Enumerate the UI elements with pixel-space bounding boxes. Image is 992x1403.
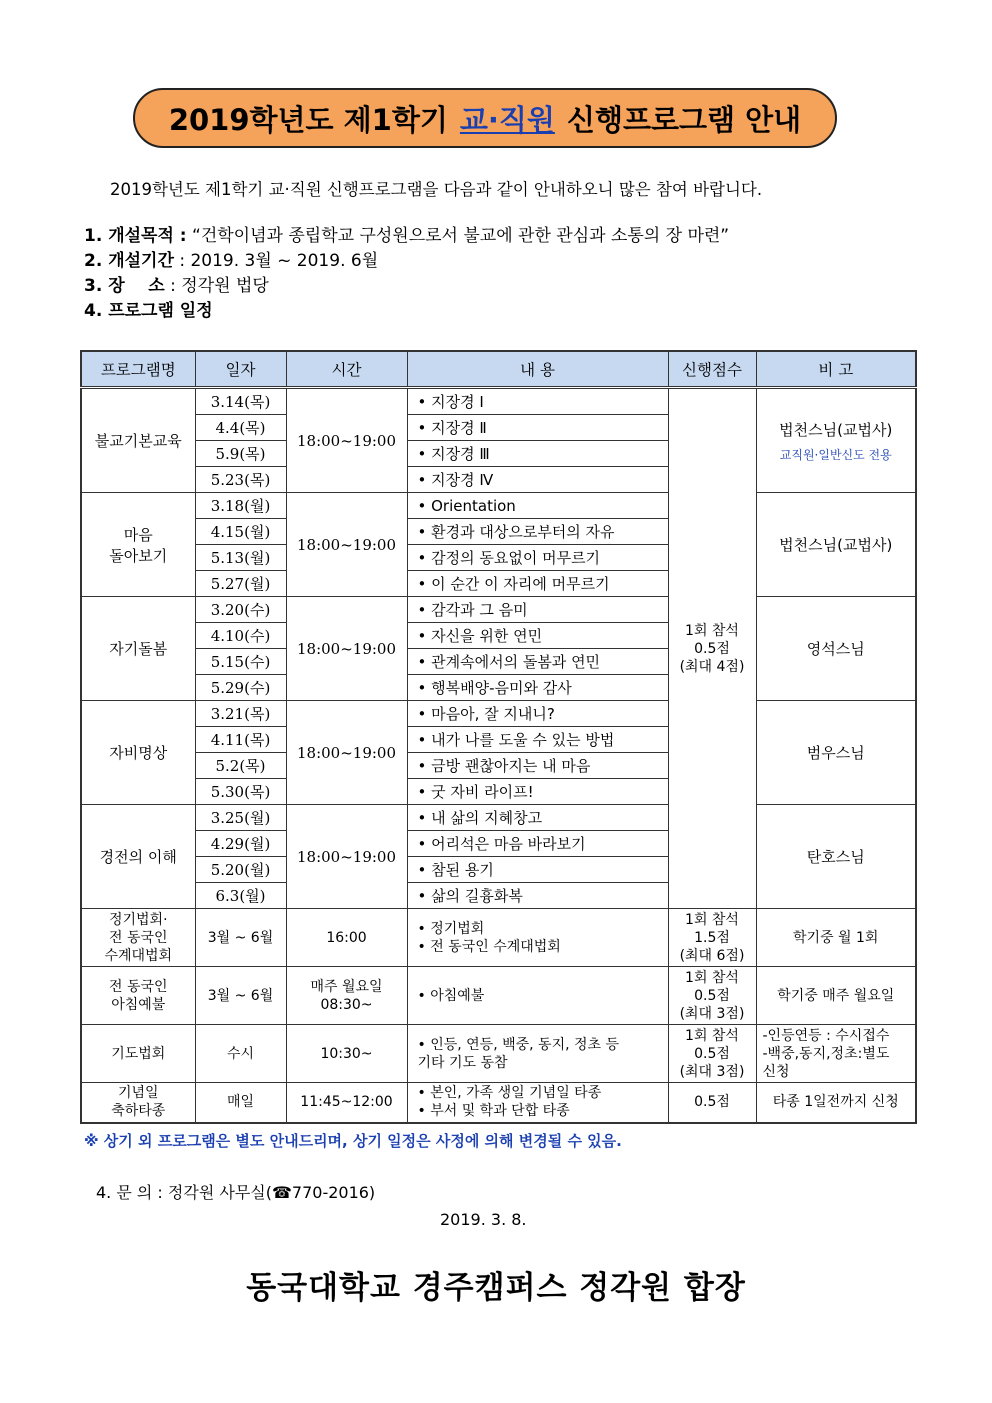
program-time: 10:30~	[286, 1025, 407, 1083]
program-time: 매주 월요일 08:30~	[286, 967, 407, 1025]
program-score: 1회 참석 0.5점 (최대 3점)	[668, 967, 756, 1025]
program-time: 18:00~19:00	[286, 597, 407, 701]
program-content: • Orientation	[407, 493, 668, 519]
note-text: 법천스님(교법사)	[779, 536, 893, 554]
program-date: 4.4(목)	[195, 415, 286, 441]
info-item	[84, 249, 729, 274]
info-key: 3. 장 소	[84, 276, 165, 296]
title-post: 신행프로그램 안내	[566, 102, 802, 137]
program-content: • 환경과 대상으로부터의 자유	[407, 519, 668, 545]
program-time: 16:00	[286, 909, 407, 967]
table-row	[81, 701, 916, 727]
program-date: 수시	[195, 1025, 286, 1083]
program-date: 5.23(목)	[195, 467, 286, 493]
program-date: 4.10(수)	[195, 623, 286, 649]
program-content: • 관계속에서의 돌봄과 연민	[407, 649, 668, 675]
program-content: • 어리석은 마음 바라보기	[407, 831, 668, 857]
program-note	[756, 701, 916, 805]
info-key: 1. 개설목적 :	[84, 226, 187, 246]
program-content: • 이 순간 이 자리에 머무르기	[407, 571, 668, 597]
program-content: • 아침예불	[407, 967, 668, 1025]
program-date: 3.14(목)	[195, 388, 286, 415]
program-content: • 행복배양-음미와 감사	[407, 675, 668, 701]
inquiry: 4. 문 의 : 정각원 사무실(☎770-2016)	[96, 1183, 376, 1202]
program-content: • 본인, 가족 생일 기념일 타종 • 부서 및 학과 단합 타종	[407, 1083, 668, 1123]
program-time: 18:00~19:00	[286, 805, 407, 909]
info-value: : 정각원 법당	[170, 276, 269, 296]
program-score: 1회 참석 0.5점 (최대 4점)	[668, 388, 756, 909]
program-content: • 참된 용기	[407, 857, 668, 883]
program-note: 타종 1일전까지 신청	[756, 1083, 916, 1123]
program-name: 기념일 축하타종	[81, 1083, 195, 1123]
program-note: -인등연등 : 수시접수 -백중,동지,정초:별도 신청	[756, 1025, 916, 1083]
program-name: 정기법회· 전 동국인 수계대법회	[81, 909, 195, 967]
program-content: • 감각과 그 음미	[407, 597, 668, 623]
program-time: 18:00~19:00	[286, 701, 407, 805]
program-score: 0.5점	[668, 1083, 756, 1123]
program-date: 5.29(수)	[195, 675, 286, 701]
table-row	[81, 597, 916, 623]
program-name: 자비명상	[81, 701, 195, 805]
program-score: 1회 참석 0.5점 (최대 3점)	[668, 1025, 756, 1083]
program-content: • 감정의 동요없이 머무르기	[407, 545, 668, 571]
header-score: 신행점수	[668, 351, 756, 388]
header-name: 프로그램명	[81, 351, 195, 388]
program-date: 5.13(월)	[195, 545, 286, 571]
note-text: 법천스님(교법사)	[779, 420, 893, 439]
program-content: • 지장경 Ⅱ	[407, 415, 668, 441]
table-row	[81, 1083, 916, 1123]
program-time: 18:00~19:00	[286, 493, 407, 597]
program-note: 학기중 월 1회	[756, 909, 916, 967]
program-content: • 정기법회 • 전 동국인 수계대법회	[407, 909, 668, 967]
program-date: 4.15(월)	[195, 519, 286, 545]
info-item	[84, 274, 729, 299]
table-row	[81, 493, 916, 519]
program-name: 경전의 이해	[81, 805, 195, 909]
program-date: 3.20(수)	[195, 597, 286, 623]
info-key: 2. 개설기간	[84, 251, 174, 271]
header-note: 비 고	[756, 351, 916, 388]
program-content: • 지장경 Ⅰ	[407, 388, 668, 415]
note-text: 영석스님	[806, 640, 865, 658]
program-content: • 금방 괜찮아지는 내 마음	[407, 753, 668, 779]
table-row	[81, 805, 916, 831]
program-date: 6.3(월)	[195, 883, 286, 909]
info-value: : 2019. 3월 ~ 2019. 6월	[179, 251, 379, 271]
intro-text: 2019학년도 제1학기 교·직원 신행프로그램을 다음과 같이 안내하오니 많은 참여 바랍니다.	[110, 180, 763, 199]
signature: 동국대학교 경주캠퍼스 정각원 합장	[246, 1270, 746, 1306]
info-value: “건학이념과 종립학교 구성원으로서 불교에 관한 관심과 소통의 장 마련”	[192, 226, 730, 246]
program-content: • 내가 나를 도울 수 있는 방법	[407, 727, 668, 753]
info-item	[84, 299, 729, 324]
program-date: 5.27(월)	[195, 571, 286, 597]
program-date: 매일	[195, 1083, 286, 1123]
page-title	[133, 88, 837, 148]
program-date: 3.18(월)	[195, 493, 286, 519]
program-date: 5.30(목)	[195, 779, 286, 805]
issue-date: 2019. 3. 8.	[440, 1210, 527, 1229]
schedule-table	[80, 350, 917, 1124]
program-content: • 마음아, 잘 지내니?	[407, 701, 668, 727]
note-subtext: 교직원·일반신도 전용	[779, 447, 892, 462]
program-date: 5.2(목)	[195, 753, 286, 779]
program-date: 5.9(목)	[195, 441, 286, 467]
program-content: • 삶의 길흉화복	[407, 883, 668, 909]
program-note	[756, 493, 916, 597]
program-content: • 지장경 Ⅲ	[407, 441, 668, 467]
program-content: • 인등, 연등, 백중, 동지, 정초 등 기타 기도 동참	[407, 1025, 668, 1083]
program-note	[756, 597, 916, 701]
footnote: ※ 상기 외 프로그램은 별도 안내드리며, 상기 일정은 사정에 의해 변경될 수 있음.	[84, 1132, 622, 1150]
title-highlight: 교·직원	[459, 102, 555, 137]
program-date: 5.20(월)	[195, 857, 286, 883]
program-content: • 내 삶의 지혜창고	[407, 805, 668, 831]
program-name: 자기돌봄	[81, 597, 195, 701]
program-name: 기도법회	[81, 1025, 195, 1083]
program-time: 11:45~12:00	[286, 1083, 407, 1123]
info-item	[84, 224, 729, 249]
program-name: 마음 돌아보기	[81, 493, 195, 597]
program-name: 전 동국인 아침예불	[81, 967, 195, 1025]
program-content: • 굿 자비 라이프!	[407, 779, 668, 805]
info-list	[84, 224, 729, 324]
program-content: • 자신을 위한 연민	[407, 623, 668, 649]
table-row	[81, 1025, 916, 1083]
program-date: 3월 ~ 6월	[195, 909, 286, 967]
program-date: 4.11(목)	[195, 727, 286, 753]
header-date: 일자	[195, 351, 286, 388]
note-text: 범우스님	[806, 744, 865, 762]
table-row	[81, 967, 916, 1025]
program-note	[756, 805, 916, 909]
program-content: • 지장경 Ⅳ	[407, 467, 668, 493]
title-pre: 2019학년도 제1학기	[168, 102, 448, 137]
program-date: 3.25(월)	[195, 805, 286, 831]
program-date: 3월 ~ 6월	[195, 967, 286, 1025]
program-date: 3.21(목)	[195, 701, 286, 727]
header-time: 시간	[286, 351, 407, 388]
program-note	[756, 388, 916, 493]
program-note: 학기중 매주 월요일	[756, 967, 916, 1025]
program-score: 1회 참석 1.5점 (최대 6점)	[668, 909, 756, 967]
program-time: 18:00~19:00	[286, 388, 407, 493]
info-key: 4. 프로그램 일정	[84, 301, 213, 321]
table-row	[81, 388, 916, 415]
table-row	[81, 909, 916, 967]
note-text: 탄호스님	[806, 848, 865, 866]
program-date: 4.29(월)	[195, 831, 286, 857]
program-date: 5.15(수)	[195, 649, 286, 675]
program-name: 불교기본교육	[81, 388, 195, 493]
header-content: 내 용	[407, 351, 668, 388]
